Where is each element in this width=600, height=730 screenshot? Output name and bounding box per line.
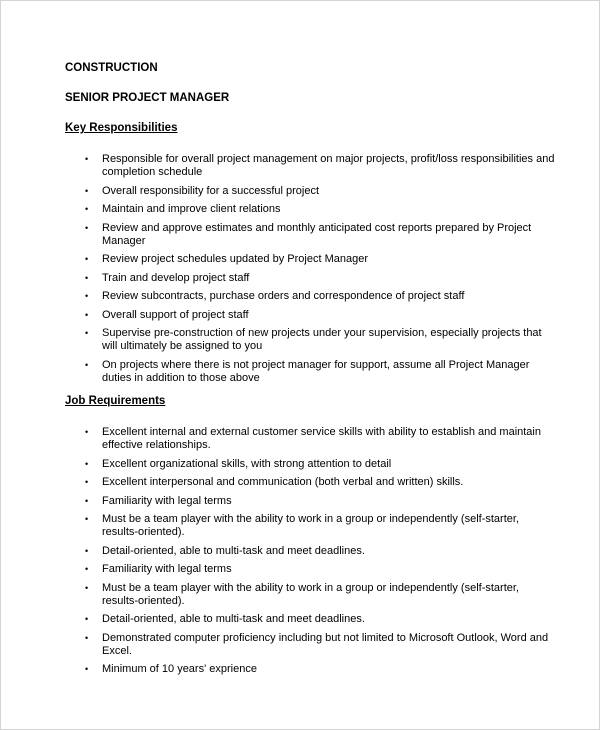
list-item [85,203,555,216]
responsibilities-list [85,153,555,390]
list-item-text: Excellent interpersonal and communication (both verbal and written) skills. [102,476,464,488]
list-item [85,476,555,489]
list-item-text: Review and approve estimates and monthly anticipated cost reports prepared by Project Manager [102,221,532,247]
list-item-text: Overall support of project staff [102,308,249,321]
list-item-text: Review project schedules updated by Project Manager [102,253,368,265]
list-item [85,495,555,508]
responsibilities-heading: Key Responsibilities [65,122,178,134]
bullet-icon: • [85,309,89,320]
list-item [85,327,555,353]
bullet-icon: • [85,185,89,196]
list-item-text: Maintain and improve client relations [102,203,281,215]
list-item-text: Familiarity with legal terms [102,494,232,507]
requirements-list [85,426,555,682]
list-item-text: Must be a team player with the ability to work in a group or independently (self-starter, results-oriented). [102,513,519,538]
list-item-text: Demonstrated computer proficiency including but not limited to Microsoft Outlook, Word and Excel. [102,631,549,657]
bullet-icon: • [85,514,89,524]
list-item-text: Detail-oriented, able to multi-task and meet deadlines. [102,544,365,557]
list-item-text: Familiarity with legal terms [102,563,232,575]
list-item [85,563,555,576]
list-item [85,458,555,471]
bullet-icon: • [85,495,89,506]
list-item [85,253,555,266]
bullet-icon: • [85,582,89,593]
bullet-icon: • [85,154,89,164]
bullet-icon: • [85,564,89,574]
bullet-icon: • [85,614,89,624]
list-item [85,613,555,626]
list-item [85,545,555,558]
list-item [85,426,555,452]
list-item [85,513,555,539]
bullet-icon: • [85,272,89,283]
list-item-text: Supervise pre-construction of new projects under your supervision, especially projects that will ultimately be assigned to you [102,327,542,352]
bullet-icon: • [85,328,89,338]
list-item [85,359,555,385]
list-item [85,222,555,248]
requirements-heading: Job Requirements [65,395,166,407]
list-item-text: Responsible for overall project management on major projects, profit/loss responsibilities and completion schedule [102,153,555,178]
list-item-text: Must be a team player with the ability to work in a group or independently (self-starter, results-oriented). [102,581,519,607]
list-item-text: Detail-oriented, able to multi-task and meet deadlines. [102,613,365,625]
list-item-text: Train and develop project staff [102,271,250,284]
list-item [85,632,555,658]
bullet-icon: • [85,477,89,487]
bullet-icon: • [85,359,89,370]
list-item [85,290,555,303]
list-item [85,663,555,676]
list-item-text: Excellent internal and external customer service skills with ability to establish and maintain effective relationships. [102,426,541,451]
list-item [85,309,555,322]
list-item-text: On projects where there is not project manager for support, assume all Project Manager duties in addition to those above [102,358,530,384]
list-item [85,272,555,285]
bullet-icon: • [85,545,89,556]
document-title: CONSTRUCTION [65,62,158,74]
list-item-text: Excellent organizational skills, with strong attention to detail [102,457,392,470]
bullet-icon: • [85,291,89,301]
list-item [85,153,555,179]
bullet-icon: • [85,664,89,674]
list-item [85,582,555,608]
list-item-text: Minimum of 10 years' exprience [102,663,257,675]
bullet-icon: • [85,222,89,233]
list-item [85,185,555,198]
list-item-text: Review subcontracts, purchase orders and correspondence of project staff [102,290,465,302]
bullet-icon: • [85,632,89,643]
bullet-icon: • [85,254,89,264]
bullet-icon: • [85,458,89,469]
position-title: SENIOR PROJECT MANAGER [65,92,230,104]
list-item-text: Overall responsibility for a successful project [102,184,320,197]
bullet-icon: • [85,204,89,214]
bullet-icon: • [85,427,89,437]
